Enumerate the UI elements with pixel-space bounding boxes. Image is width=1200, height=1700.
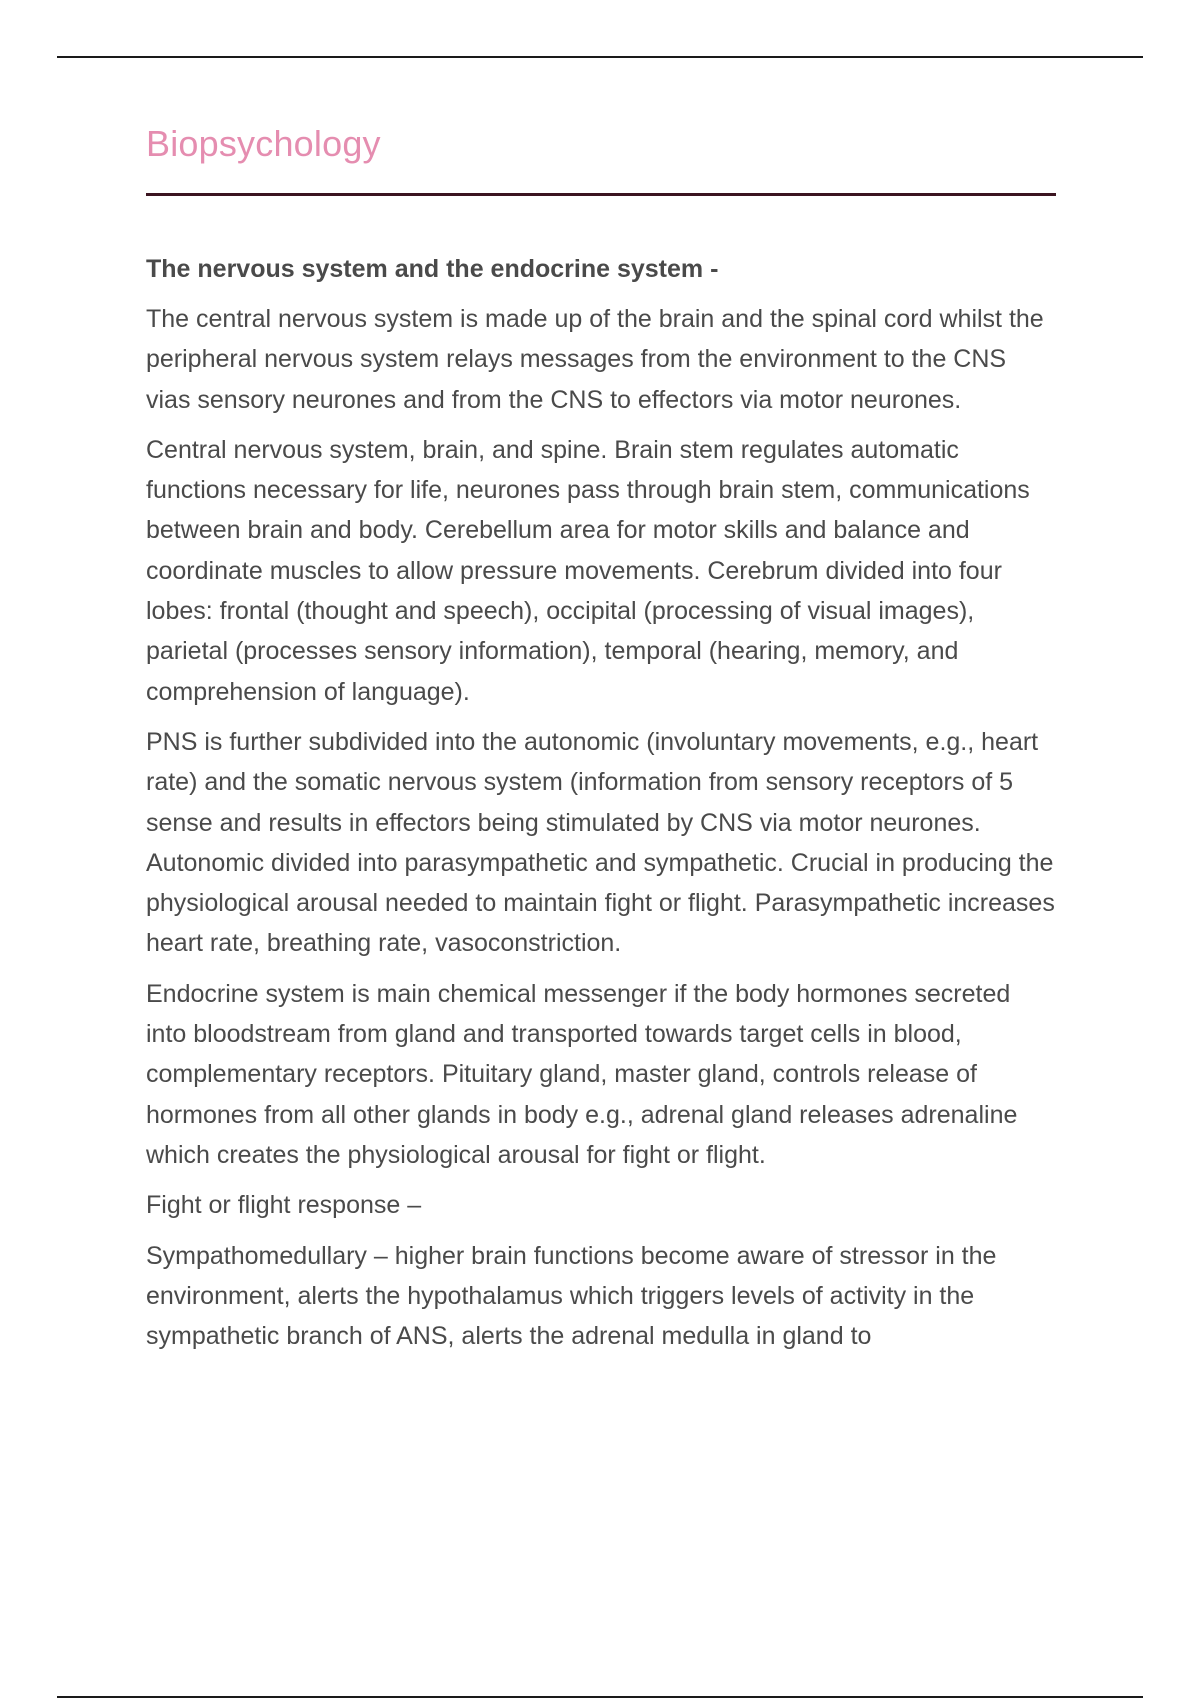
paragraph-sympathomedullary: Sympathomedullary – higher brain functions become aware of stressor in the environment, alerts the hypothalamus which triggers levels of activity in the sympathetic branch of ANS, alerts the adrenal medulla in gland to [146, 1241, 997, 1351]
paragraph-cns-pns: The central nervous system is made up of the brain and the spinal cord whilst the peripheral nervous system relays messages from the environment to the CNS vias sensory neurones and from the CNS to effectors via motor neurones. [146, 305, 1044, 414]
paragraph-brain-structure: Central nervous system, brain, and spine. Brain stem regulates automatic functions necessary for life, neurones pass through brain stem, communications between brain and body. Cerebellum area for motor skills and balance and coordinate muscles to allow pressure movements. Cerebrum divided into four lobes: frontal (thought and speech), occipital (processing of visual images), parietal (processes sensory information), temporal (hearing, memory, and comprehension of language). [146, 435, 1030, 706]
section-heading: The nervous system and the endocrine system - [146, 255, 719, 283]
document-title: Biopsychology [146, 123, 381, 164]
paragraph-fight-or-flight-heading: Fight or flight response – [146, 1191, 422, 1220]
title-underline [146, 193, 1056, 196]
paragraph-pns-subdivisions: PNS is further subdivided into the autonomic (involuntary movements, e.g., heart rate) and the somatic nervous system (information from sensory receptors of 5 sense and results in effectors being stimulated by CNS via motor neurones. Autonomic divided into parasympathetic and sympathetic. Crucial in producing the physiological arousal needed to maintain fight or flight. Parasympathetic increases heart rate, breathing rate, vasoconstriction. [146, 727, 1055, 958]
page-bottom-rule [57, 1696, 1143, 1698]
paragraph-endocrine-system: Endocrine system is main chemical messenger if the body hormones secreted into bloodstream from gland and transported towards target cells in blood, complementary receptors. Pituitary gland, master gland, controls release of hormones from all other glands in body e.g., adrenal gland releases adrenaline which creates the physiological arousal for fight or flight. [146, 979, 1018, 1169]
page-top-rule [57, 56, 1143, 58]
document-body [146, 118, 1056, 1356]
